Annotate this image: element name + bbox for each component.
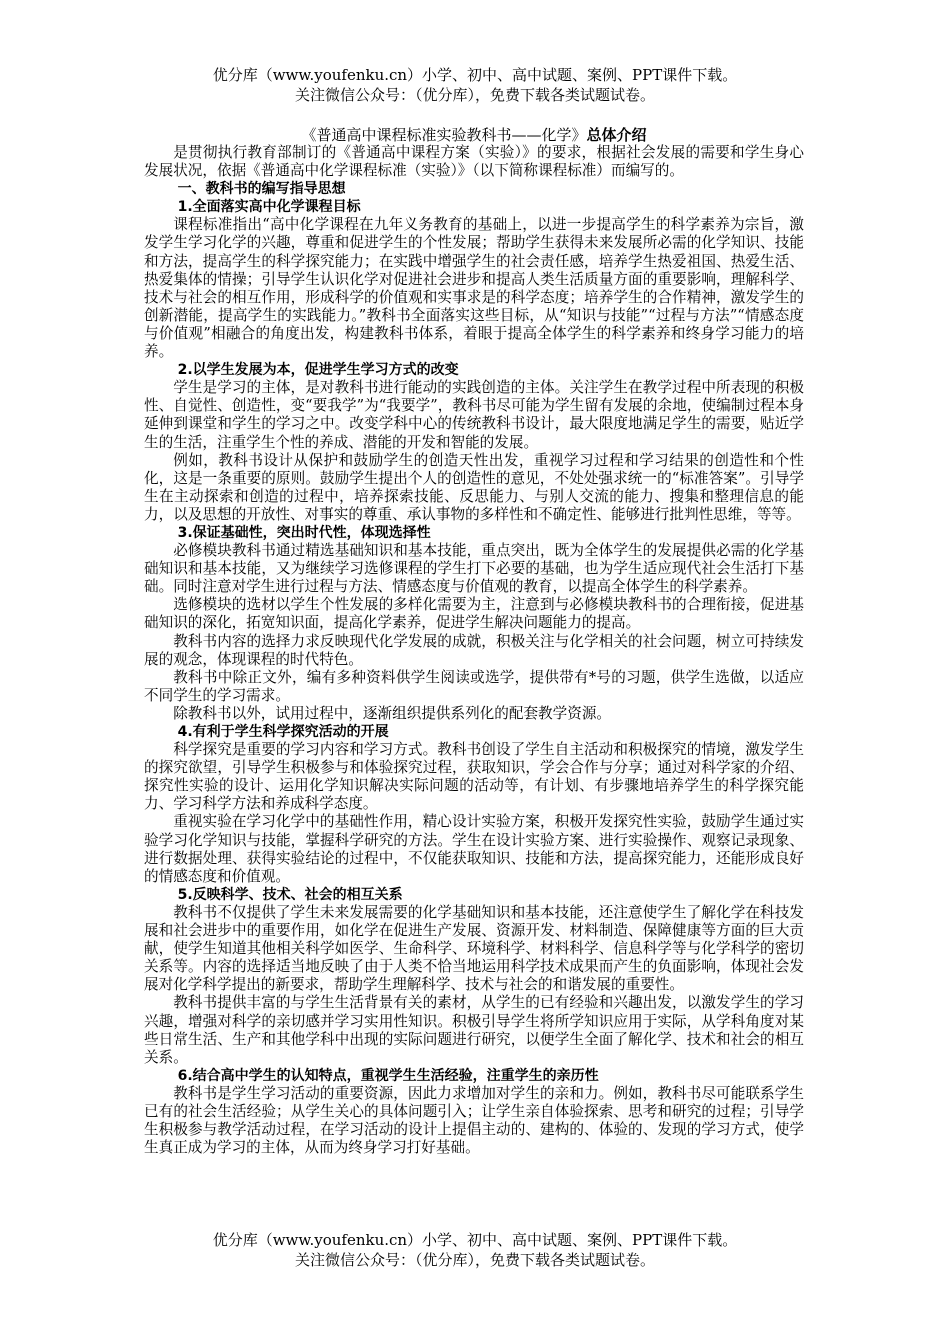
subsection-2-heading: 2.以学生发展为本，促进学生学习方式的改变 (177, 362, 459, 379)
subsection-3-heading: 3.保证基础性，突出时代性，体现选择性 (177, 524, 431, 541)
page-footer (0, 1230, 950, 1270)
subsection-3-paragraph-5: 除教科书以外，试用过程中，逐渐组织提供系列化的配套教学资源。 (173, 704, 612, 722)
title-main: 《普通高中课程标准实验教科书——化学》 (301, 126, 587, 144)
subsection-3-paragraph-4: 教科书中除正文外，编有多种资料供学生阅读或选学，提供带有*号的习题，供学生选做，以适应不同学生的学习需求。 (144, 668, 804, 704)
header-line-2: 关注微信公众号：（优分库），免费下载各类试题试卷。 (294, 86, 655, 104)
subsection-6-heading: 6.结合高中学生的认知特点，重视学生生活经验，注重学生的亲历性 (177, 1067, 599, 1084)
subsection-1-heading: 1.全面落实高中化学课程目标 (177, 199, 361, 216)
subsection-5-paragraph-2: 教科书提供丰富的与学生生活背景有关的素材，从学生的已有经验和兴趣出发，以激发学生的学习兴趣，增强对科学的亲切感并学习实用性知识。积极引导学生将所学知识应用于实际，从学科角度对某些日常生活、生产和其他学科中出现的实际问题进行研究，以便学生全面了解化学、技术和社会的相互关系。 (144, 994, 804, 1066)
footer-line-2: 关注微信公众号：（优分库），免费下载各类试题试卷。 (294, 1251, 655, 1269)
header-line-1: 优分库（www.youfenku.cn）小学、初中、高中试题、案例、PPT课件下载。 (212, 66, 738, 84)
section-1-heading: 一、教科书的编写指导思想 (177, 181, 346, 198)
subsection-6-paragraph-1: 教科书是学生学习活动的重要资源，因此力求增加对学生的亲和力。例如，教科书尽可能联系学生已有的社会生活经验；从学生关心的具体问题引入；让学生亲自体验探索、思考和研究的过程；引导学生积极参与教学活动过程，在学习活动的设计上提倡主动的、建构的、体验的、发现的学习方式，使学生真正成为学习的主体，从而为终身学习打好基础。 (144, 1084, 804, 1157)
subsection-5-heading: 5.反映科学、技术、社会的相互关系 (177, 886, 403, 903)
document-body (144, 126, 804, 1157)
subsection-4-heading: 4.有利于学生科学探究活动的开展 (177, 724, 389, 740)
subsection-4-paragraph-1: 科学探究是重要的学习内容和学习方式。教科书创设了学生自主活动和积极探究的情境，激发学生的探究欲望，引导学生积极参与和体验探究过程，获取知识，学会合作与分享；通过对科学家的介绍、探究性实验的设计、运用化学知识解决实际问题的活动等，有计划、有步骤地培养学生的科学探究能力、学习科学方法和养成科学态度。 (144, 741, 804, 813)
subsection-1-paragraph-1: 课程标准指出“高中化学课程在九年义务教育的基础上，以进一步提高学生的科学素养为宗旨，激发学生学习化学的兴趣，尊重和促进学生的个性发展；帮助学生获得未来发展所必需的化学知识、技能和方法，提高学生的科学探究能力；在实践中增强学生的社会责任感，培养学生热爱祖国、热爱生活、热爱集体的情操；引导学生认识化学对促进社会进步和提高人类生活质量方面的重要影响，理解科学、技术与社会的相互作用，形成科学的价值观和实事求是的科学态度；培养学生的合作精神，激发学生的创新潜能，提高学生的实践能力。”教科书全面落实这些目标，从“知识与技能”“过程与方法”“情感态度与价值观”相融合的角度出发，构建教科书体系，着眼于提高全体学生的科学素养和终身学习能力的培养。 (144, 216, 804, 361)
title-bold: 总体介绍 (586, 126, 647, 144)
page-header (0, 65, 950, 105)
subsection-4-paragraph-2: 重视实验在学习化学中的基础性作用，精心设计实验方案，积极开发探究性实验，鼓励学生通过实验学习化学知识与技能，掌握科学研究的方法。学生在设计实验方案、进行实验操作、观察记录现象、进行数据处理、获得实验结论的过程中，不仅能获取知识、技能和方法，提高探究能力，还能形成良好的情感态度和价值观。 (144, 813, 804, 885)
document-title (144, 126, 804, 144)
subsection-2-paragraph-2: 例如，教科书设计从保护和鼓励学生的创造天性出发，重视学习过程和学习结果的创造性和个性化，这是一条重要的原则。鼓励学生提出个人的创造性的意见，不处处强求统一的“标准答案”。引导学生在主动探索和创造的过程中，培养探索技能、反思能力、与别人交流的能力、搜集和整理信息的能力，以及思想的开放性、对事实的尊重、承认事物的多样性和不确定性、能够进行批判性思维，等等。 (144, 451, 804, 523)
subsection-2-paragraph-1: 学生是学习的主体，是对教科书进行能动的实践创造的主体。关注学生在教学过程中所表现的积极性、自觉性、创造性，变“要我学”为“我要学”，教科书尽可能为学生留有发展的余地，使编制过程本身延伸到课堂和学生的学习之中。改变学科中心的传统教科书设计，最大限度地满足学生的需要，贴近学生的生活，注重学生个性的养成、潜能的开发和智能的发展。 (144, 379, 804, 451)
subsection-3-paragraph-1: 必修模块教科书通过精选基础知识和基本技能，重点突出，既为全体学生的发展提供必需的化学基础知识和基本技能，又为继续学习选修课程的学生打下必要的基础，也为学生适应现代社会生活打下基础。同时注意对学生进行过程与方法、情感态度与价值观的教育，以提高全体学生的科学素养。 (144, 542, 804, 596)
intro-paragraph: 是贯彻执行教育部制订的《普通高中课程方案（实验）》的要求，根据社会发展的需要和学生身心发展状况，依据《普通高中化学课程标准（实验）》（以下简称课程标准）而编写的。 (144, 144, 804, 180)
subsection-5-paragraph-1: 教科书不仅提供了学生未来发展需要的化学基础知识和基本技能，还注意使学生了解化学在科技发展和社会进步中的重要作用，如化学在促进生产发展、资源开发、材料制造、保障健康等方面的巨大贡献，使学生知道其他相关科学如医学、生命科学、环境科学、材料科学、信息科学等与化学科学的密切关系等。内容的选择适当地反映了由于人类不恰当地运用科学技术成果而产生的负面影响，体现社会发展对化学科学提出的新要求，帮助学生理解科学、技术与社会的和谐发展的重要性。 (144, 903, 804, 994)
subsection-3-paragraph-2: 选修模块的选材以学生个性发展的多样化需要为主，注意到与必修模块教科书的合理衔接，促进基础知识的深化，拓宽知识面，提高化学素养，促进学生解决问题能力的提高。 (144, 596, 804, 632)
footer-line-1: 优分库（www.youfenku.cn）小学、初中、高中试题、案例、PPT课件下载。 (212, 1231, 738, 1249)
subsection-3-paragraph-3: 教科书内容的选择力求反映现代化学发展的成就，积极关注与化学相关的社会问题，树立可持续发展的观念，体现课程的时代特色。 (144, 632, 804, 668)
